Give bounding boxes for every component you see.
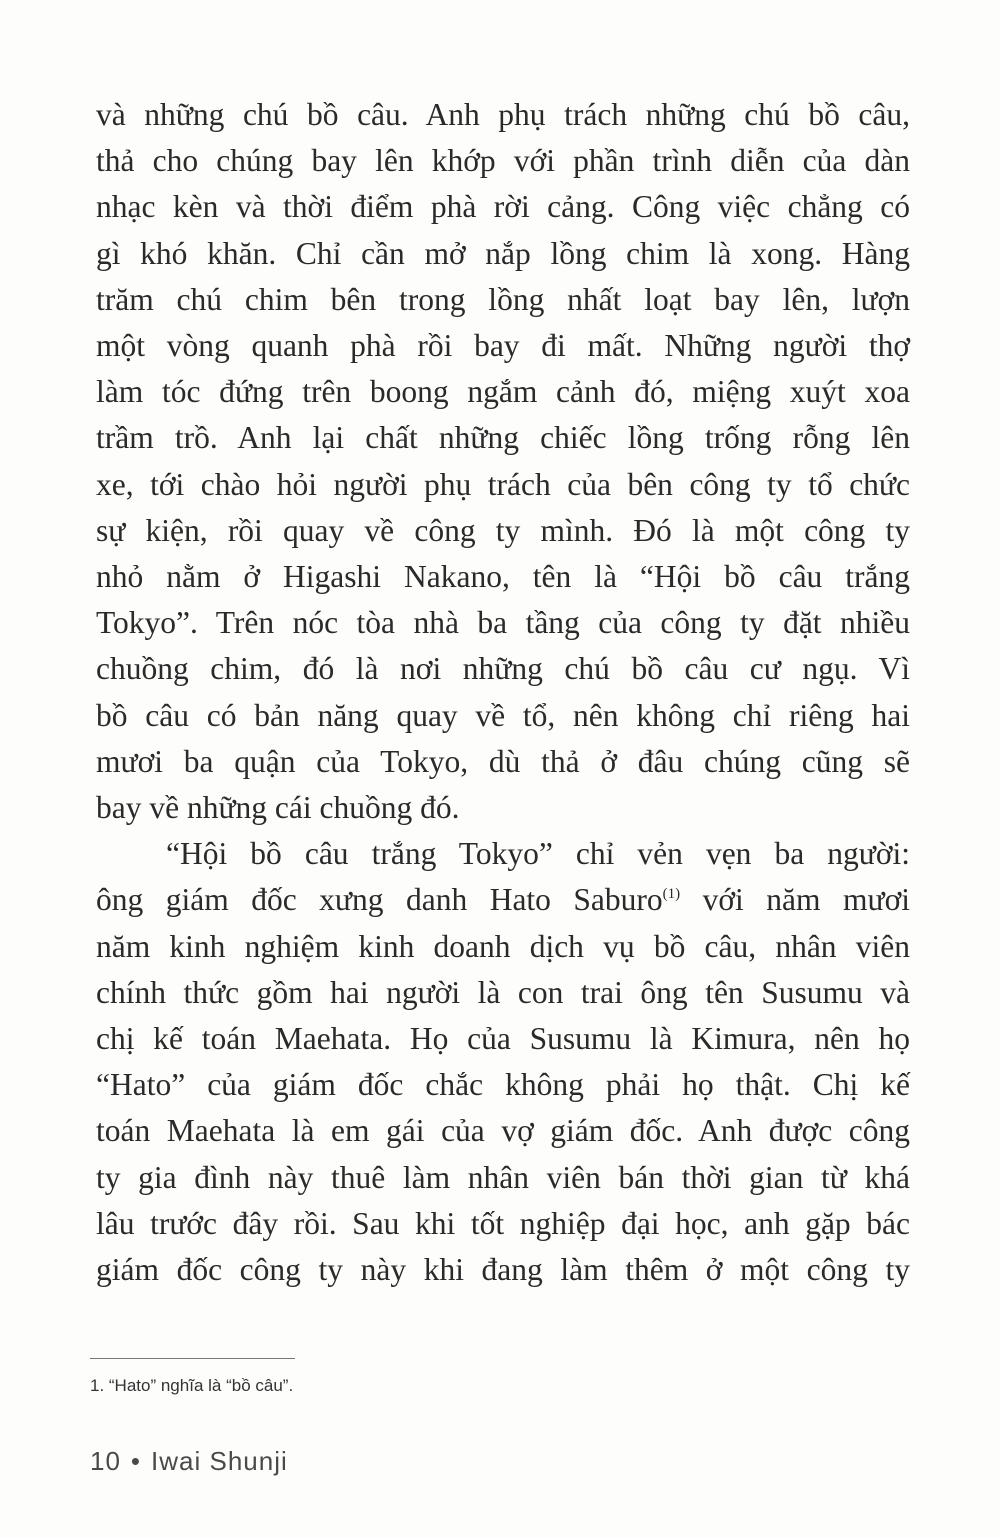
text-line: toán Maehata là em gái của vợ giám đốc. Anh được công <box>96 1113 910 1149</box>
text-fragment: ông giám đốc xưng danh Hato Saburo <box>96 882 663 918</box>
paragraph-first-line: “Hội bồ câu trắng Tokyo” chỉ vẻn vẹn ba người: <box>166 836 910 872</box>
text-line: chị kế toán Maehata. Họ của Susumu là Kimura, nên họ <box>96 1021 910 1057</box>
text-fragment: với năm mươi <box>680 882 910 918</box>
text-line: nhạc kèn và thời điểm phà rời cảng. Công việc chẳng có <box>96 189 910 225</box>
folio-separator: • <box>130 1446 142 1476</box>
text-line: chính thức gồm hai người là con trai ông tên Susumu và <box>96 974 910 1010</box>
text-line: làm tóc đứng trên boong ngắm cảnh đó, miệng xuýt xoa <box>96 374 910 410</box>
text-line: “Hato” của giám đốc chắc không phải họ thật. Chị kế <box>96 1067 910 1103</box>
text-line: xe, tới chào hỏi người phụ trách của bên công ty tổ chức <box>96 466 910 502</box>
text-line: lâu trước đây rồi. Sau khi tốt nghiệp đại học, anh gặp bác <box>96 1205 910 1241</box>
text-line: một vòng quanh phà rồi bay đi mất. Những người thợ <box>96 328 910 364</box>
text-line: gì khó khăn. Chỉ cần mở nắp lồng chim là xong. Hàng <box>96 235 910 271</box>
text-line: nhỏ nằm ở Higashi Nakano, tên là “Hội bồ câu trắng <box>96 559 910 595</box>
text-line: thả cho chúng bay lên khớp với phần trình diễn của dàn <box>96 143 910 179</box>
page-number: 10 <box>90 1446 121 1476</box>
text-line-with-footnote <box>96 877 910 923</box>
running-footer <box>90 1446 288 1477</box>
text-line: mươi ba quận của Tokyo, dù thả ở đâu chúng cũng sẽ <box>96 743 910 779</box>
body-text <box>96 92 910 1293</box>
text-line: giám đốc công ty này khi đang làm thêm ở một công ty <box>96 1252 910 1288</box>
text-line: sự kiện, rồi quay về công ty mình. Đó là một công ty <box>96 512 910 548</box>
text-line: trăm chú chim bên trong lồng nhất loạt bay lên, lượn <box>96 281 910 317</box>
text-line: năm kinh nghiệm kinh doanh dịch vụ bồ câu, nhân viên <box>96 928 910 964</box>
text-line: Tokyo”. Trên nóc tòa nhà ba tầng của công ty đặt nhiều <box>96 605 910 641</box>
text-line: bồ câu có bản năng quay về tổ, nên không chỉ riêng hai <box>96 697 910 733</box>
text-line: trầm trồ. Anh lại chất những chiếc lồng trống rỗng lên <box>96 420 910 456</box>
footnote: 1. “Hato” nghĩa là “bồ câu”. <box>90 1376 294 1395</box>
text-line: và những chú bồ câu. Anh phụ trách những chú bồ câu, <box>96 97 910 132</box>
author-name: Iwai Shunji <box>151 1446 288 1476</box>
footnote-divider <box>90 1358 295 1359</box>
text-line: ty gia đình này thuê làm nhân viên bán thời gian từ khá <box>96 1159 910 1195</box>
text-line: chuồng chim, đó là nơi những chú bồ câu cư ngụ. Vì <box>96 651 910 687</box>
text-line: bay về những cái chuồng đó. <box>96 790 460 826</box>
footnote-marker: (1) <box>662 886 681 903</box>
